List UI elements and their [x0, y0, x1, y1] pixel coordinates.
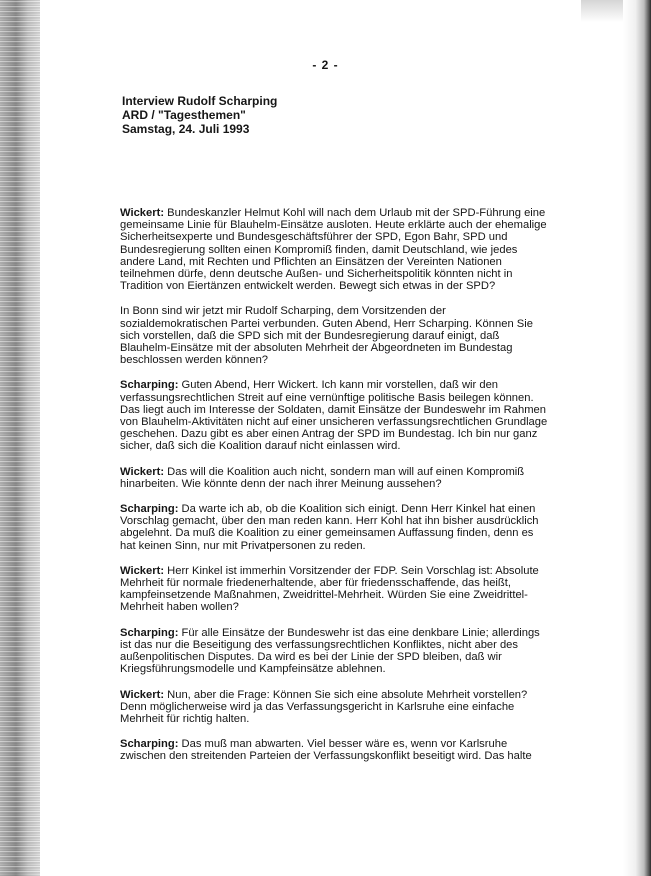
scan-edge-right [623, 0, 651, 876]
paragraph-text: Das muß man abwarten. Viel besser wäre es, wenn vor Karlsruhe zwischen den streitenden Parteien der Verfassungskonflikt beseitigt wird. Das halte [120, 738, 532, 763]
paragraph [120, 565, 552, 614]
speaker-label: Wickert: [120, 207, 165, 219]
paragraph [120, 627, 552, 676]
interview-body [120, 207, 552, 776]
speaker-label: Wickert: [120, 564, 165, 577]
paragraph [120, 503, 552, 552]
header-date: Samstag, 24. Juli 1993 [122, 122, 250, 136]
paragraph-text: Nun, aber die Frage: Können Sie sich eine absolute Mehrheit vorstellen? Denn möglicherweise wird ja das Verfassungsgericht in Karlsruhe eine einfache Mehrheit für richtig halten. [120, 688, 528, 725]
header-broadcaster: ARD / "Tagesthemen" [122, 108, 246, 122]
paragraph [120, 689, 552, 726]
speaker-label: Wickert: [120, 688, 165, 701]
scan-edge-left [0, 0, 40, 876]
paragraph-text: Da warte ich ab, ob die Koalition sich einigt. Denn Herr Kinkel hat einen Vorschlag gemacht, über den man reden kann. Herr Kohl hat ihn bisher ausdrücklich abgelehnt. Da muß die Koalition zu einer gemeinsamen Auffassung finden, denn es hat keinen Sinn, nur mit Privatpersonen zu reden. [120, 503, 539, 552]
paragraph [120, 379, 552, 452]
paragraph-text: Das will die Koalition auch nicht, sondern man will auf einen Kompromiß hinarbeiten. Wie könnte denn der nach ihrer Meinung aussehen? [120, 465, 525, 490]
paragraph-text: Für alle Einsätze der Bundeswehr ist das eine denkbare Linie; allerdings ist das nur die Beseitigung des verfassungsrechtlichen Konfliktes, nicht aber des außenpolitischen Disputes. Da wird es bei der Linie der SPD bleiben, daß wir Kriegsführungsmodelle und Kampfeinsätze ablehnen. [120, 626, 540, 676]
paragraph-text: In Bonn sind wir jetzt mir Rudolf Scharping, dem Vorsitzenden der sozialdemokratischen Partei verbunden. Guten Abend, Herr Scharping. Können Sie sich vorstellen, daß die SPD sich mit der Bundesregierung darauf einigt, daß Blauhelm-Einsätze mit der absoluten Mehrheit der Abgeordneten im Bundestag beschlossen werden können? [120, 305, 533, 367]
speaker-label: Scharping: [120, 503, 179, 516]
document-header [122, 94, 277, 136]
speaker-label: Scharping: [120, 626, 179, 639]
speaker-label: Scharping: [120, 738, 179, 751]
paragraph [120, 305, 552, 366]
paragraph-text: Guten Abend, Herr Wickert. Ich kann mir vorstellen, daß wir den verfassungsrechtlichen Streit auf eine vernünftige politische Basis beilegen können. Das liegt auch im Interesse der Soldaten, damit Einsätze der Bundeswehr im Rahmen von Blauhelm-Aktivitäten nicht auf einer unsicheren verfassungsrechtlichen Grundlage geschehen. Dazu gibt es aber einen Antrag der SPD im Bundestag. Ich bin nur ganz sicher, daß sich die Koalition darauf nicht einlassen wird. [120, 379, 548, 453]
paragraph [120, 207, 552, 292]
speaker-label: Wickert: [120, 465, 165, 478]
paragraph [120, 466, 552, 490]
paragraph-text: Bundeskanzler Helmut Kohl will nach dem Urlaub mit der SPD-Führung eine gemeinsame Linie für Blauhelm-Einsätze ausloten. Heute erklärte auch der ehemalige Sicherheitsexperte und Bundesgeschäftsführer der SPD, Egon Bahr, SPD und Bundesregierung sollten einen Kompromiß finden, damit Deutschland, wie jedes andere Land, mit Rechten und Pflichten an Einsätzen der Vereinten Nationen teilnehmen dürfe, denn deutsche Außen- und Sicherheitspolitik könnten nicht in Tradition von Eiertänzen entwickelt werden. Bewegt sich etwas in der SPD? [120, 207, 547, 293]
paragraph-text: Herr Kinkel ist immerhin Vorsitzender der FDP. Sein Vorschlag ist: Absolute Mehrheit für normale friedenerhaltende, aber für friedensschaffende, das heißt, kampfeinsetzende Maßnahmen, Zweidrittel-Mehrheit. Würden Sie eine Zweidrittel-Mehrheit haben wollen? [120, 564, 539, 614]
speaker-label: Scharping: [120, 379, 179, 392]
page-number: - 2 - [312, 58, 339, 72]
header-title: Interview Rudolf Scharping [122, 94, 278, 108]
paragraph [120, 738, 552, 762]
